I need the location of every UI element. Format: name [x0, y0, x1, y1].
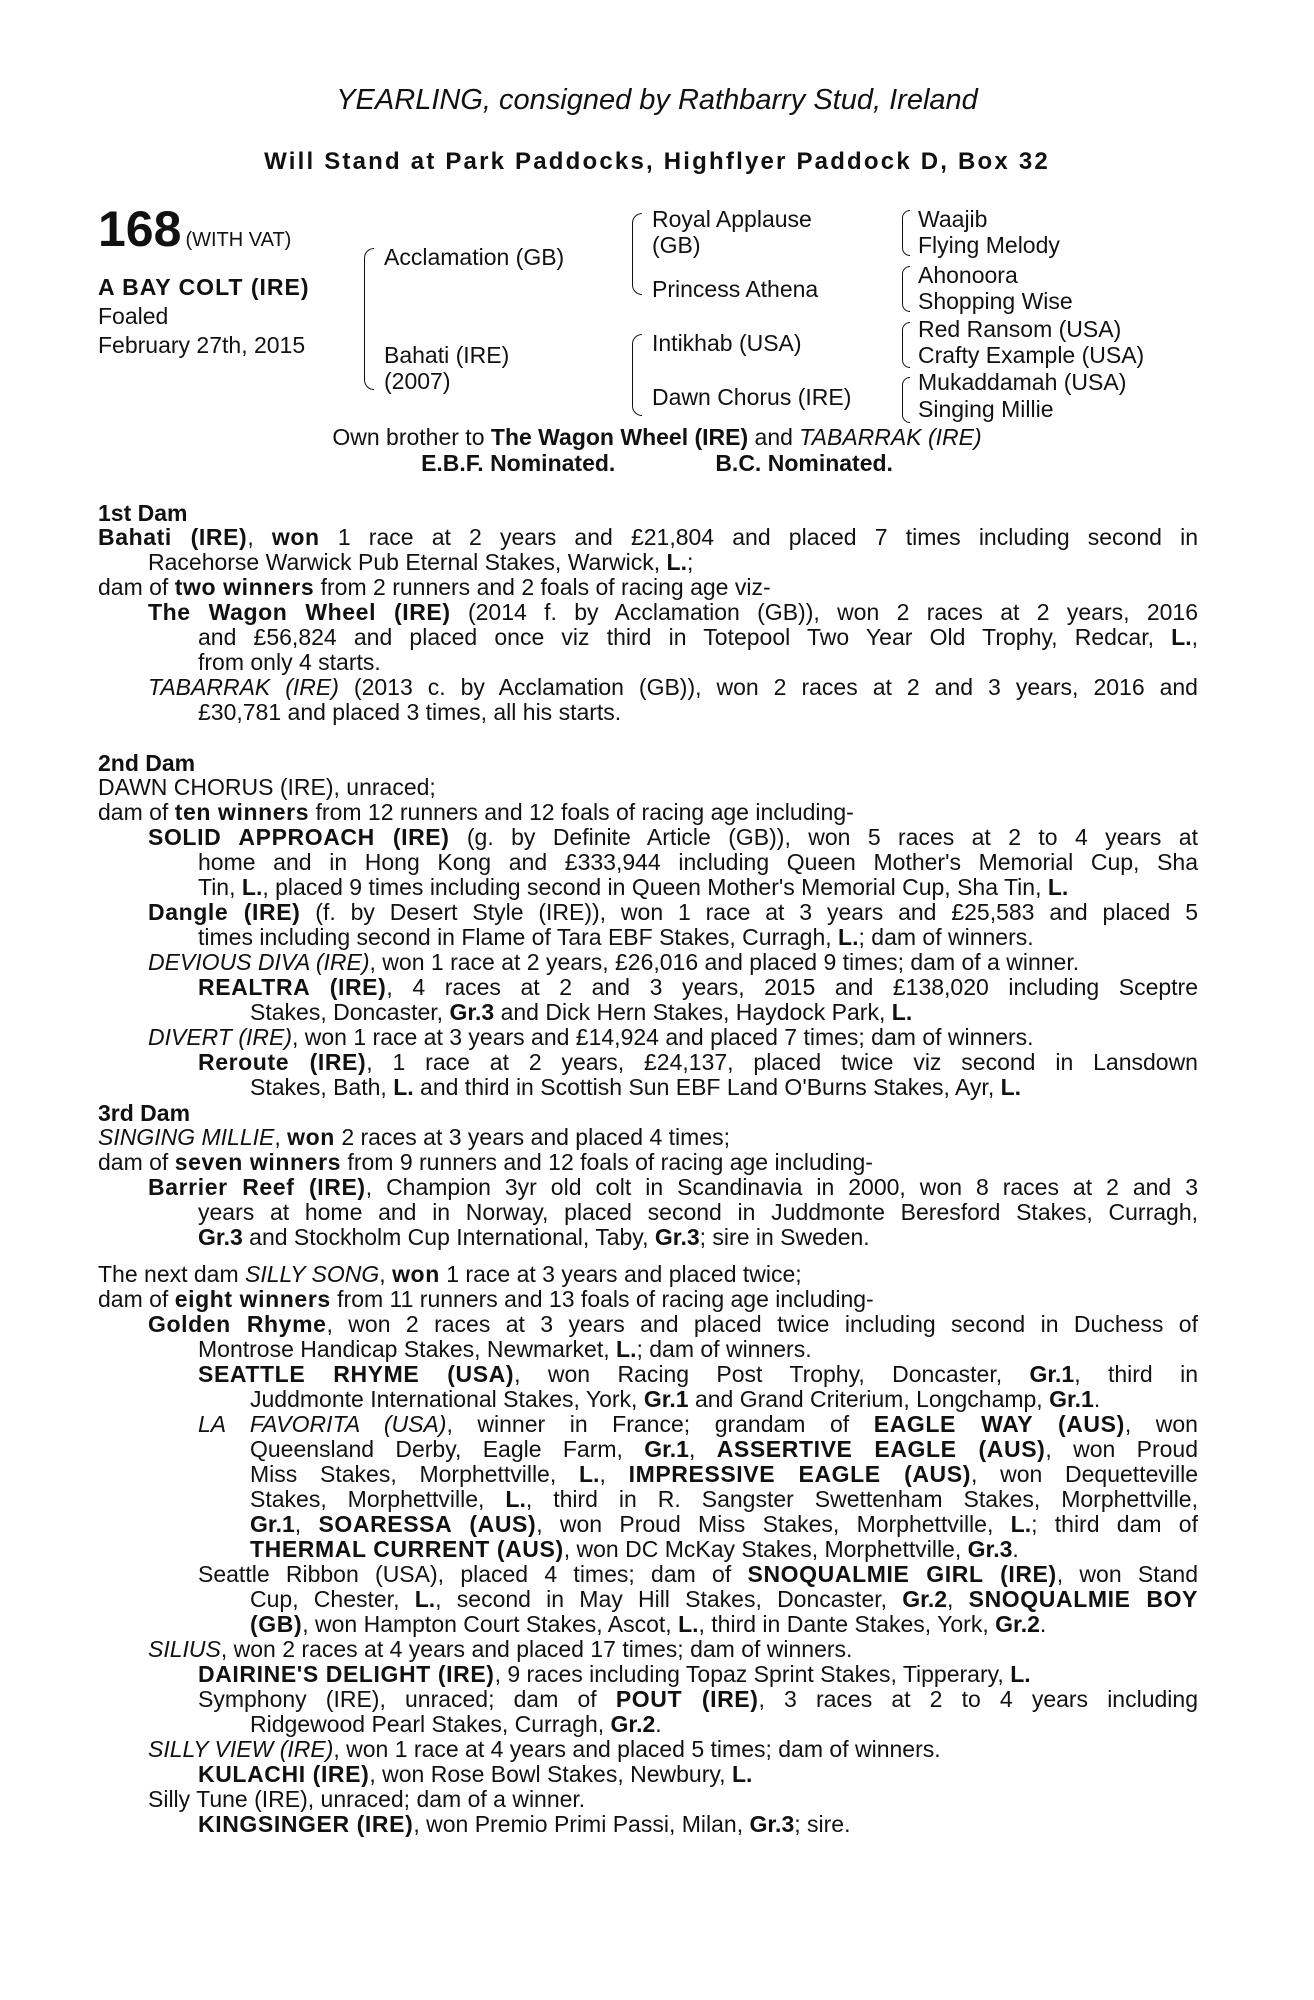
sire-sire-country: (GB): [652, 232, 701, 258]
next-dam-text: The next dam SILLY SONG, won 1 race at 3 years and placed twice; dam of eight winners from 11 runners and 13 foals of racing age including- Golden Rhyme, won 2 races at 3 years and placed twice including second in Duchess of Montrose Handicap Stakes, Newmarket, L.; dam of winners. SEATTLE RHYME (USA), won Racing Post Trophy, Doncaster, Gr.1, third in Juddmonte International Stakes, York, Gr.1 and Grand Criterium, Longchamp, Gr.1. LA FAVORITA (USA), winner in France; grandam of EAGLE WAY (AUS), won Queensland Derby, Eagle Farm, Gr.1, ASSERTIVE EAGLE (AUS), won Proud Miss Stakes, Morphettville, L., IMPRESSIVE EAGLE (AUS), won Dequetteville Stakes, Morphettville, L., third in R. Sangster Swettenham Stakes, Morphettville, Gr.1, SOARESSA (AUS), won Proud Miss Stakes, Morphettville, L.; third dam of THERMAL CURRENT (AUS), won DC McKay Stakes, Morphettville, Gr.3. Seattle Ribbon (USA), placed 4 times; dam of SNOQUALMIE GIRL (IRE), won Stand Cup, Chester, L., second in May Hill Stakes, Doncaster, Gr.2, SNOQUALMIE BOY (GB), won Hampton Court Stakes, Ascot, L., third in Dante Stakes, York, Gr.2. SILIUS, won 2 races at 4 years and placed 17 times; dam of winners. DAIRINE'S DELIGHT (IRE), 9 races including Topaz Sprint Stakes, Tipperary, L. Symphony (IRE), unraced; dam of POUT (IRE), 3 races at 2 to 4 years including Ridgewood Pearl Stakes, Curragh, Gr.2. SILLY VIEW (IRE), won 1 race at 4 years and placed 5 times; dam of winners. KULACHI (IRE), won Rose Bowl Stakes, Newbury, L. Silly Tune (IRE), unraced; dam of a winner. KINGSINGER (IRE), won Premio Primi Passi, Milan, Gr.3; sire.: [98, 1261, 1199, 1837]
sire-sire-sire: Waajib: [918, 206, 988, 232]
brother-tabarrak: TABARRAK (IRE): [799, 424, 982, 450]
sire-sire: [652, 206, 812, 258]
nominations: [0, 450, 1314, 477]
lot-number: 168: [98, 201, 182, 257]
sire-dam-dam: Shopping Wise: [918, 288, 1073, 314]
dam: [384, 342, 509, 394]
horse-name: A BAY COLT (IRE): [98, 274, 310, 300]
dam-year: (2007): [384, 368, 451, 394]
dam-dam: Dawn Chorus (IRE): [652, 384, 852, 410]
foaled-info: [98, 302, 305, 360]
brother-prefix: Own brother to: [332, 424, 491, 450]
sire: Acclamation (GB): [384, 244, 565, 270]
sire-dam-sire: Ahonoora: [918, 262, 1018, 288]
bc-nominated: B.C. Nominated.: [715, 450, 893, 476]
second-dam-text: DAWN CHORUS (IRE), unraced; dam of ten winners from 12 runners and 12 foals of racing age including- SOLID APPROACH (IRE) (g. by Definite Article (GB)), won 5 races at 2 to 4 years at home and in Hong Kong and £333,944 including Queen Mother's Memorial Cup, Sha Tin, L., placed 9 times including second in Queen Mother's Memorial Cup, Sha Tin, L. Dangle (IRE) (f. by Desert Style (IRE)), won 1 race at 3 years and £25,583 and placed 5 times including second in Flame of Tara EBF Stakes, Curragh, L.; dam of winners. DEVIOUS DIVA (IRE), won 1 race at 2 years, £26,016 and placed 9 times; dam of a winner. REALTRA (IRE), 4 races at 2 and 3 years, 2015 and £138,020 including Sceptre Stakes, Doncaster, Gr.3 and Dick Hern Stakes, Haydock Park, L. DIVERT (IRE), won 1 race at 3 years and £14,924 and placed 7 times; dam of winners. Reroute (IRE), 1 race at 2 years, £24,137, placed twice viz second in Lansdown Stakes, Bath, L. and third in Scottish Sun EBF Land O'Burns Stakes, Ayr, L.: [98, 774, 1198, 1100]
pedigree-bracket: [632, 334, 642, 416]
first-dam-text: Bahati (IRE), won 1 race at 2 years and £21,804 and placed 7 times including second in Racehorse Warwick Pub Eternal Stakes, Warwick, L.; dam of two winners from 2 runners and 2 foals of racing age viz- The Wagon Wheel (IRE) (2014 f. by Acclamation (GB)), won 2 races at 2 years, 2016 and £56,824 and placed once viz third in Totepool Two Year Old Trophy, Redcar, L., from only 4 starts. TABARRAK (IRE) (2013 c. by Acclamation (GB)), won 2 races at 2 and 3 years, 2016 and £30,781 and placed 3 times, all his starts.: [98, 524, 1199, 725]
third-dam-heading: 3rd Dam: [98, 1100, 191, 1126]
lot-header: [98, 200, 291, 258]
dam-sire: Intikhab (USA): [652, 330, 802, 356]
foaled-label: Foaled: [98, 303, 169, 329]
brother-wagon-wheel: The Wagon Wheel (IRE): [490, 424, 749, 450]
dam-sire-sire: Red Ransom (USA): [918, 316, 1122, 342]
pedigree-bracket: [902, 266, 910, 312]
sire-sire-dam: Flying Melody: [918, 232, 1060, 258]
pedigree-bracket: [902, 377, 910, 423]
first-dam-heading: 1st Dam: [98, 500, 188, 526]
stand-location: Will Stand at Park Paddocks, Highflyer Paddock D, Box 32: [264, 148, 1050, 175]
second-dam-heading: 2nd Dam: [98, 750, 196, 776]
third-dam-text: SINGING MILLIE, won 2 races at 3 years and placed 4 times; dam of seven winners from 9 runners and 12 foals of racing age including- Barrier Reef (IRE), Champion 3yr old colt in Scandinavia in 2000, won 8 races at 2 and 3 years at home and in Norway, placed second in Juddmonte Beresford Stakes, Curragh, Gr.3 and Stockholm Cup International, Taby, Gr.3; sire in Sweden.: [98, 1124, 1198, 1250]
ebf-nominated: E.B.F. Nominated.: [421, 450, 616, 476]
sire-sire-name: Royal Applause: [652, 206, 812, 232]
pedigree-bracket: [632, 213, 642, 295]
dam-sire-dam: Crafty Example (USA): [918, 342, 1145, 368]
brother-and: and: [748, 424, 800, 450]
vat-label: (WITH VAT): [185, 229, 292, 251]
dam-dam-dam: Singing Millie: [918, 396, 1054, 422]
own-brother-note: [0, 424, 1314, 451]
pedigree-bracket: [902, 210, 910, 256]
sire-dam: Princess Athena: [652, 276, 819, 302]
dam-name: Bahati (IRE): [384, 342, 510, 368]
pedigree-bracket: [902, 322, 910, 368]
foaled-date: February 27th, 2015: [98, 332, 306, 358]
pedigree-bracket: [364, 248, 374, 390]
consignment-line: YEARLING, consigned by Rathbarry Stud, Ireland: [336, 84, 978, 116]
dam-dam-sire: Mukaddamah (USA): [918, 369, 1127, 395]
